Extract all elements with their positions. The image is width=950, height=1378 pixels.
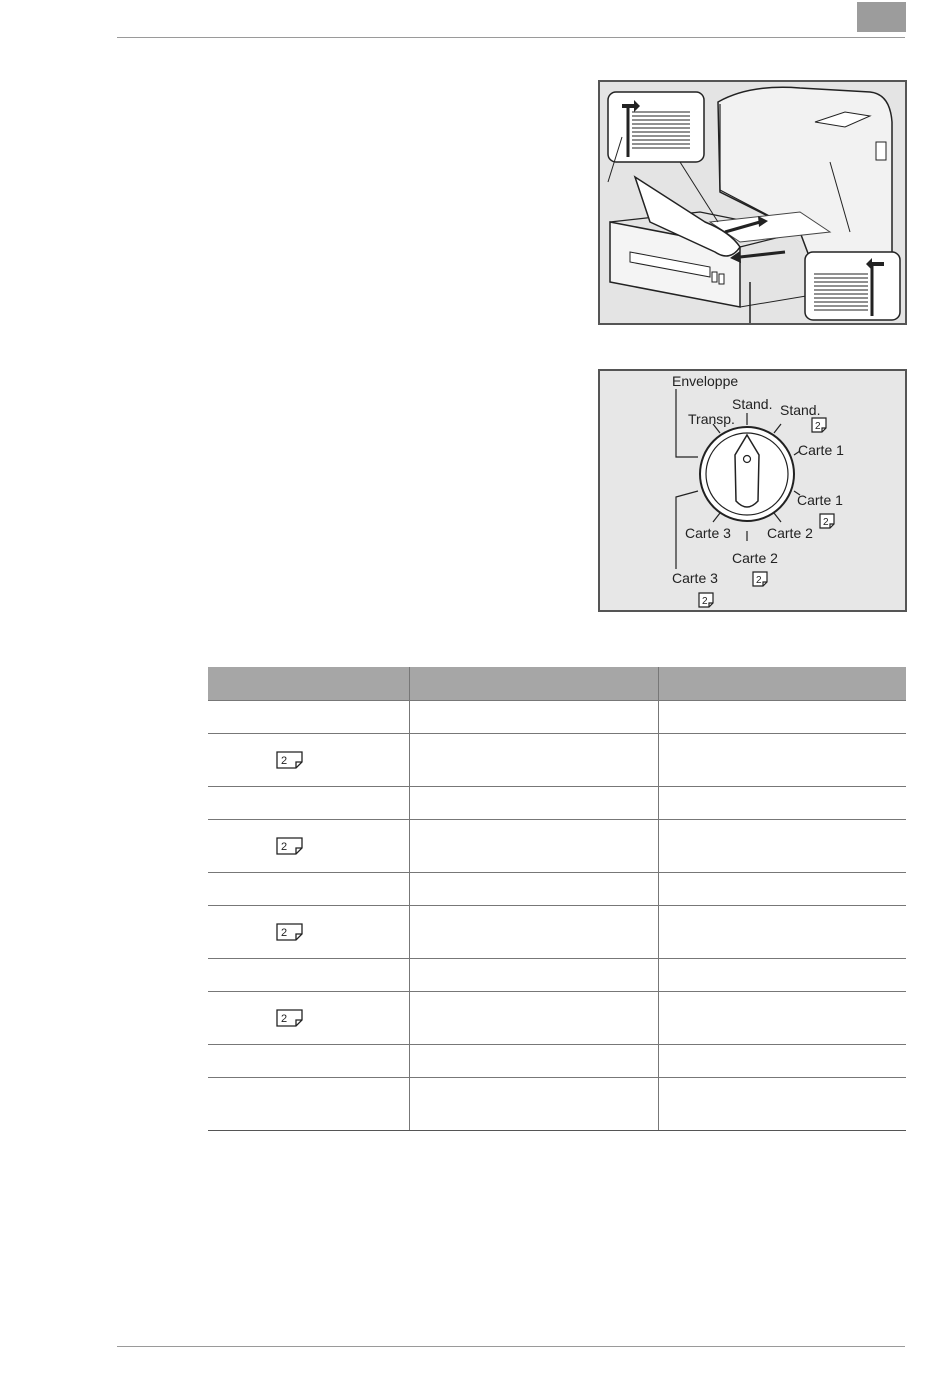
table-row bbox=[208, 820, 906, 873]
table-cell bbox=[409, 906, 658, 959]
duplex-icon bbox=[699, 593, 713, 607]
duplex-icon bbox=[820, 514, 834, 528]
table-row bbox=[208, 873, 906, 906]
label-carte2-duplex: Carte 2 bbox=[732, 550, 778, 566]
table-cell bbox=[208, 992, 409, 1045]
label-enveloppe: Enveloppe bbox=[672, 373, 739, 389]
duplex-icon bbox=[812, 418, 826, 432]
table-row bbox=[208, 787, 906, 820]
table-header-cell bbox=[409, 667, 658, 701]
svg-text:2: 2 bbox=[281, 841, 288, 853]
table-header-cell bbox=[658, 667, 906, 701]
table-header-row bbox=[208, 667, 906, 701]
svg-text:2: 2 bbox=[281, 1013, 288, 1025]
table-cell bbox=[208, 701, 409, 734]
table-cell bbox=[208, 820, 409, 873]
table-cell bbox=[658, 734, 906, 787]
paper-type-dial bbox=[598, 369, 907, 612]
table-cell bbox=[208, 906, 409, 959]
label-stand: Stand. bbox=[732, 396, 773, 412]
label-stand-duplex: Stand. bbox=[780, 402, 821, 418]
table-row bbox=[208, 734, 906, 787]
svg-text:2: 2 bbox=[281, 927, 288, 939]
table-cell bbox=[658, 1078, 906, 1131]
label-carte3-duplex: Carte 3 bbox=[672, 570, 718, 586]
table-cell bbox=[658, 1045, 906, 1078]
table-cell bbox=[208, 959, 409, 992]
table-cell bbox=[208, 873, 409, 906]
svg-text:2: 2 bbox=[815, 421, 821, 432]
table-cell bbox=[409, 820, 658, 873]
svg-text:2: 2 bbox=[756, 575, 762, 586]
duplex-icon bbox=[276, 923, 304, 941]
table-cell bbox=[409, 1078, 658, 1131]
label-carte3: Carte 3 bbox=[685, 525, 731, 541]
table-cell bbox=[658, 959, 906, 992]
header-rule bbox=[117, 37, 905, 38]
label-transp: Transp. bbox=[688, 411, 735, 427]
table-row bbox=[208, 1078, 906, 1131]
table-cell bbox=[658, 992, 906, 1045]
table-cell bbox=[409, 992, 658, 1045]
table-cell bbox=[208, 1078, 409, 1131]
table-row bbox=[208, 992, 906, 1045]
label-carte1-duplex: Carte 1 bbox=[797, 492, 843, 508]
table-row bbox=[208, 906, 906, 959]
table-cell bbox=[409, 787, 658, 820]
label-carte1: Carte 1 bbox=[798, 442, 844, 458]
svg-text:2: 2 bbox=[281, 755, 288, 767]
footer-rule bbox=[117, 1346, 905, 1347]
table-cell bbox=[409, 1045, 658, 1078]
duplex-icon bbox=[753, 572, 767, 586]
paper-tray-illustration bbox=[598, 80, 907, 325]
table-cell bbox=[658, 701, 906, 734]
svg-text:2: 2 bbox=[823, 517, 829, 528]
table-cell bbox=[208, 787, 409, 820]
table-cell bbox=[658, 820, 906, 873]
table-cell bbox=[658, 787, 906, 820]
table-cell bbox=[409, 734, 658, 787]
table-cell bbox=[658, 873, 906, 906]
table-cell bbox=[409, 701, 658, 734]
table-cell bbox=[409, 873, 658, 906]
table-row bbox=[208, 701, 906, 734]
table-row bbox=[208, 1045, 906, 1078]
duplex-icon bbox=[276, 837, 304, 855]
table-cell bbox=[658, 906, 906, 959]
table-cell bbox=[208, 1045, 409, 1078]
table-cell bbox=[409, 959, 658, 992]
duplex-icon bbox=[276, 1009, 304, 1027]
duplex-icon bbox=[276, 751, 304, 769]
paper-type-table bbox=[208, 667, 906, 1131]
table-header-cell bbox=[208, 667, 409, 701]
svg-text:2: 2 bbox=[702, 596, 708, 607]
table-row bbox=[208, 959, 906, 992]
table-cell bbox=[208, 734, 409, 787]
page-tab bbox=[857, 2, 906, 32]
label-carte2: Carte 2 bbox=[767, 525, 813, 541]
